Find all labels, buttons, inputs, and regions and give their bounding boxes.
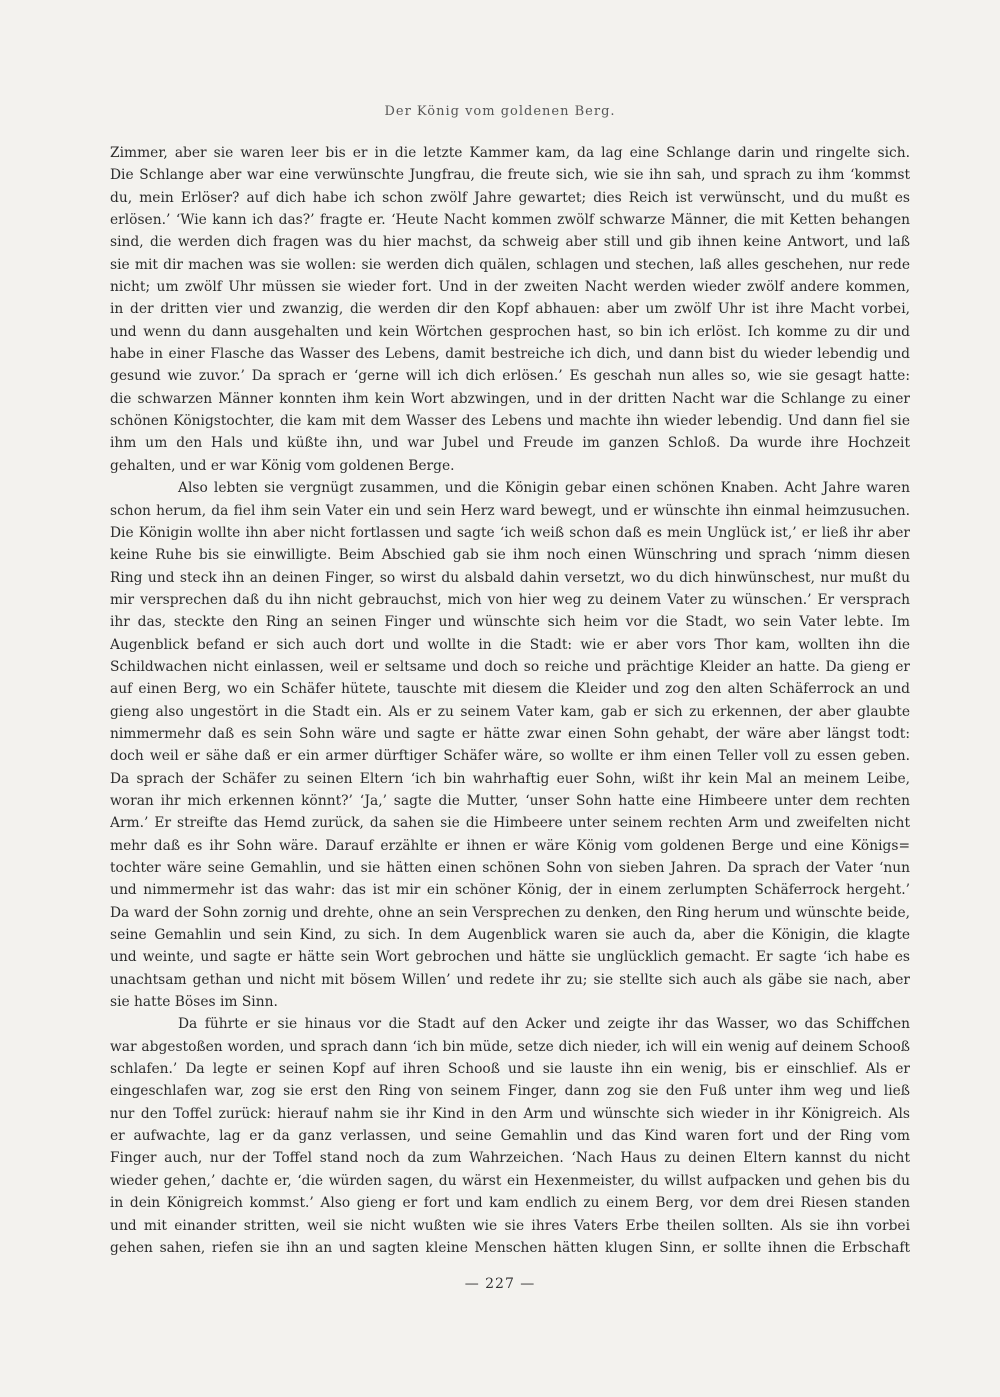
text-line: und weinte, und sagte er hätte sein Wort gebrochen und hätte sie unglücklich gemacht. Er sagte ‘ich habe es <box>110 949 910 966</box>
page-number: — 227 — <box>464 1276 536 1292</box>
text-line: mir versprechen daß du ihn nicht gebrauchst, mich von hier weg zu deinem Vater zu wünschen.’ Er versprach <box>110 591 910 608</box>
text-line: sie mit dir machen was sie wollen: sie werden dich quälen, schlagen und stechen, laß alles geschehen, nur rede <box>110 256 910 273</box>
text-line: nur den Toffel zurück: hierauf nahm sie ihr Kind in den Arm und wünschte sich wieder in ihr Königreich. Als <box>110 1105 910 1122</box>
text-line: in dein Königreich kommst.’ Also gieng er fort und kam endlich zu einem Berg, vor dem drei Riesen standen <box>110 1195 910 1212</box>
text-line: auf einen Berg, wo ein Schäfer hütete, tauschte mit diesem die Kleider und zog den alten Schäferrock an und <box>110 681 910 698</box>
text-line: schlafen.’ Da legte er seinen Kopf auf ihren Schooß und sie lauste ihn ein wenig, bis er einschlief. Als er <box>110 1061 910 1078</box>
text-line: er aufwachte, lag er da ganz verlassen, und seine Gemahlin und das Kind waren fort und der Ring vom <box>110 1128 910 1145</box>
text-line: Die Königin wollte ihn aber nicht fortlassen und sagte ‘ich weiß schon daß es mein Unglück ist,’ er ließ ihr aber <box>110 524 910 541</box>
text-line: nicht; um zwölf Uhr müssen sie wieder fort. Und in der zweiten Nacht werden wieder zwölf andere kommen, <box>110 279 910 296</box>
text-line: sind, die werden dich fragen was du hier machst, da schweig aber still und gib ihnen keine Antwort, und laß <box>110 234 910 251</box>
text-line: nimmermehr daß es sein Sohn wäre und sagte er hätte zwar einen Sohn gehabt, der wäre aber längst todt: <box>110 725 910 742</box>
text-line: und nimmermehr ist das wahr: das ist mir ein schöner König, der in einem zerlumpten Schäferrock hergeht.’ <box>110 882 910 899</box>
text-line: seine Gemahlin und sein Kind, zu sich. In dem Augenblick waren sie auch da, aber die Königin, die klagte <box>110 927 910 944</box>
text-line: du, mein Erlöser? auf dich habe ich schon zwölf Jahre gewartet; dies Reich ist verwünscht, und du mußt es <box>110 189 910 206</box>
text-line: gesund wie zuvor.’ Da sprach er ‘gerne will ich dich erlösen.’ Es geschah nun alles so, wie sie gesagt hatte: <box>110 368 910 385</box>
text-line: keine Ruhe bis sie einwilligte. Beim Abschied gab sie ihm noch einen Wünschring und sprach ‘nimm diesen <box>110 547 910 564</box>
text-line: mehr daß es ihr Sohn wäre. Darauf erzählte er ihnen er wäre König vom goldenen Berge und eine Königs= <box>110 837 910 854</box>
text-line: war abgestoßen worden, und sprach dann ‘ich bin müde, setze dich nieder, ich will ein wenig auf deinem Schooß <box>110 1038 910 1055</box>
text-line: in der dritten vier und zwanzig, die werden dir den Kopf abhauen: aber um zwölf Uhr ist ihre Macht vorbei, <box>110 301 910 318</box>
body-text <box>110 142 910 1259</box>
text-line: habe in einer Flasche das Wasser des Lebens, damit bestreiche ich dich, und dann bist du wieder lebendig und <box>110 346 910 363</box>
text-line: tochter wäre seine Gemahlin, und sie hätten einen schönen Sohn von sieben Jahren. Da sprach der Vater ‘nun <box>110 860 910 876</box>
text-line: woran ihr mich erkennen könnt?’ ‘Ja,’ sagte die Mutter, ‘unser Sohn hatte eine Himbeere unter dem rechten <box>110 792 910 809</box>
running-head: Der König vom goldenen Berg. <box>384 104 616 119</box>
text-line: Die Schlange aber war eine verwünschte Jungfrau, die freute sich, wie sie ihn sah, und sprach zu ihm ‘kommst <box>110 167 910 184</box>
text-line: Finger auch, nur der Toffel stand noch da zum Wahrzeichen. ‘Nach Haus zu deinen Eltern kannst du nicht <box>110 1150 910 1167</box>
text-line: Also lebten sie vergnügt zusammen, und die Königin gebar einen schönen Knaben. Acht Jahre waren <box>178 480 910 497</box>
text-line: und wenn du dann ausgehalten und kein Wörtchen gesprochen hast, so bin ich erlöst. Ich komme zu dir und <box>110 323 910 340</box>
text-line: unachtsam gethan und nicht mit bösem Willen’ und redete ihr zu; sie stellte sich auch als gäbe sie nach, aber <box>110 971 910 988</box>
text-line: gehen sahen, riefen sie ihn an und sagten kleine Menschen hätten klugen Sinn, er sollte ihnen die Erbschaft <box>110 1239 910 1256</box>
text-line: Augenblick befand er sich auch dort und wollte in die Stadt: wie er aber vors Thor kam, wollten ihn die <box>110 636 910 653</box>
text-line: Da ward der Sohn zornig und drehte, ohne an sein Versprechen zu denken, den Ring herum und wünschte beide, <box>110 904 910 921</box>
text-line: ihr das, steckte den Ring an seinen Finger und wünschte sich heim vor die Stadt, wo sein Vater lebte. Im <box>110 614 910 631</box>
text-line: schönen Königstochter, die kam mit dem Wasser des Lebens und machte ihn wieder lebendig. Und dann fiel sie <box>110 413 910 430</box>
text-line: Ring und steck ihn an deinen Finger, so wirst du alsbald dahin versetzt, wo du dich hinwünschest, nur mußt du <box>110 569 910 586</box>
text-line: Da sprach der Schäfer zu seinen Eltern ‘ich bin wahrhaftig euer Sohn, wißt ihr kein Mal an meinem Leibe, <box>110 770 910 787</box>
text-line: die schwarzen Männer konnten ihm kein Wort abzwingen, und in der dritten Nacht war die Schlange zu einer <box>110 390 910 407</box>
text-line: doch weil er sähe daß er ein armer dürftiger Schäfer wäre, so wollte er ihm einen Teller voll zu essen geben. <box>110 748 910 765</box>
text-line: sie hatte Böses im Sinn. <box>110 994 278 1011</box>
text-line: Schildwachen nicht einlassen, weil er seltsame und doch so reiche und prächtige Kleider an hatte. Da gieng er <box>110 658 910 675</box>
text-line: eingeschlafen war, zog sie erst den Ring von seinem Finger, dann zog sie den Fuß unter ihm weg und ließ <box>110 1083 910 1100</box>
text-line: Da führte er sie hinaus vor die Stadt auf den Acker und zeigte ihr das Wasser, wo das Schiffchen <box>178 1016 910 1033</box>
text-line: und mit einander stritten, weil sie nicht wußten wie sie ihres Vaters Erbe theilen sollten. Als sie ihn vorbei <box>110 1217 910 1234</box>
text-line: gieng also ungestört in die Stadt ein. Als er zu seinem Vater kam, gab er sich zu erkennen, der aber glaubte <box>110 703 910 720</box>
text-line: schon herum, da fiel ihm sein Vater ein und sein Herz ward bewegt, und er wünschte ihn einmal heimzusuchen. <box>110 502 910 519</box>
text-line: wieder gehen,’ dachte er, ‘die würden sagen, du wärst ein Hexenmeister, du willst aufpacken und gehen bis du <box>110 1172 910 1189</box>
text-line: Arm.’ Er streifte das Hemd zurück, da sahen sie die Himbeere unter seinem rechten Arm und zweifelten nicht <box>110 815 910 832</box>
text-line: Zimmer, aber sie waren leer bis er in die letzte Kammer kam, da lag eine Schlange darin und ringelte sich. <box>110 145 910 161</box>
text-line: gehalten, und er war König vom goldenen Berge. <box>110 457 455 474</box>
text-line: ihm um den Hals und küßte ihn, und war Jubel und Freude im ganzen Schloß. Da wurde ihre Hochzeit <box>110 435 910 452</box>
text-line: erlösen.’ ‘Wie kann ich das?’ fragte er. ‘Heute Nacht kommen zwölf schwarze Männer, die mit Ketten behangen <box>110 212 910 229</box>
